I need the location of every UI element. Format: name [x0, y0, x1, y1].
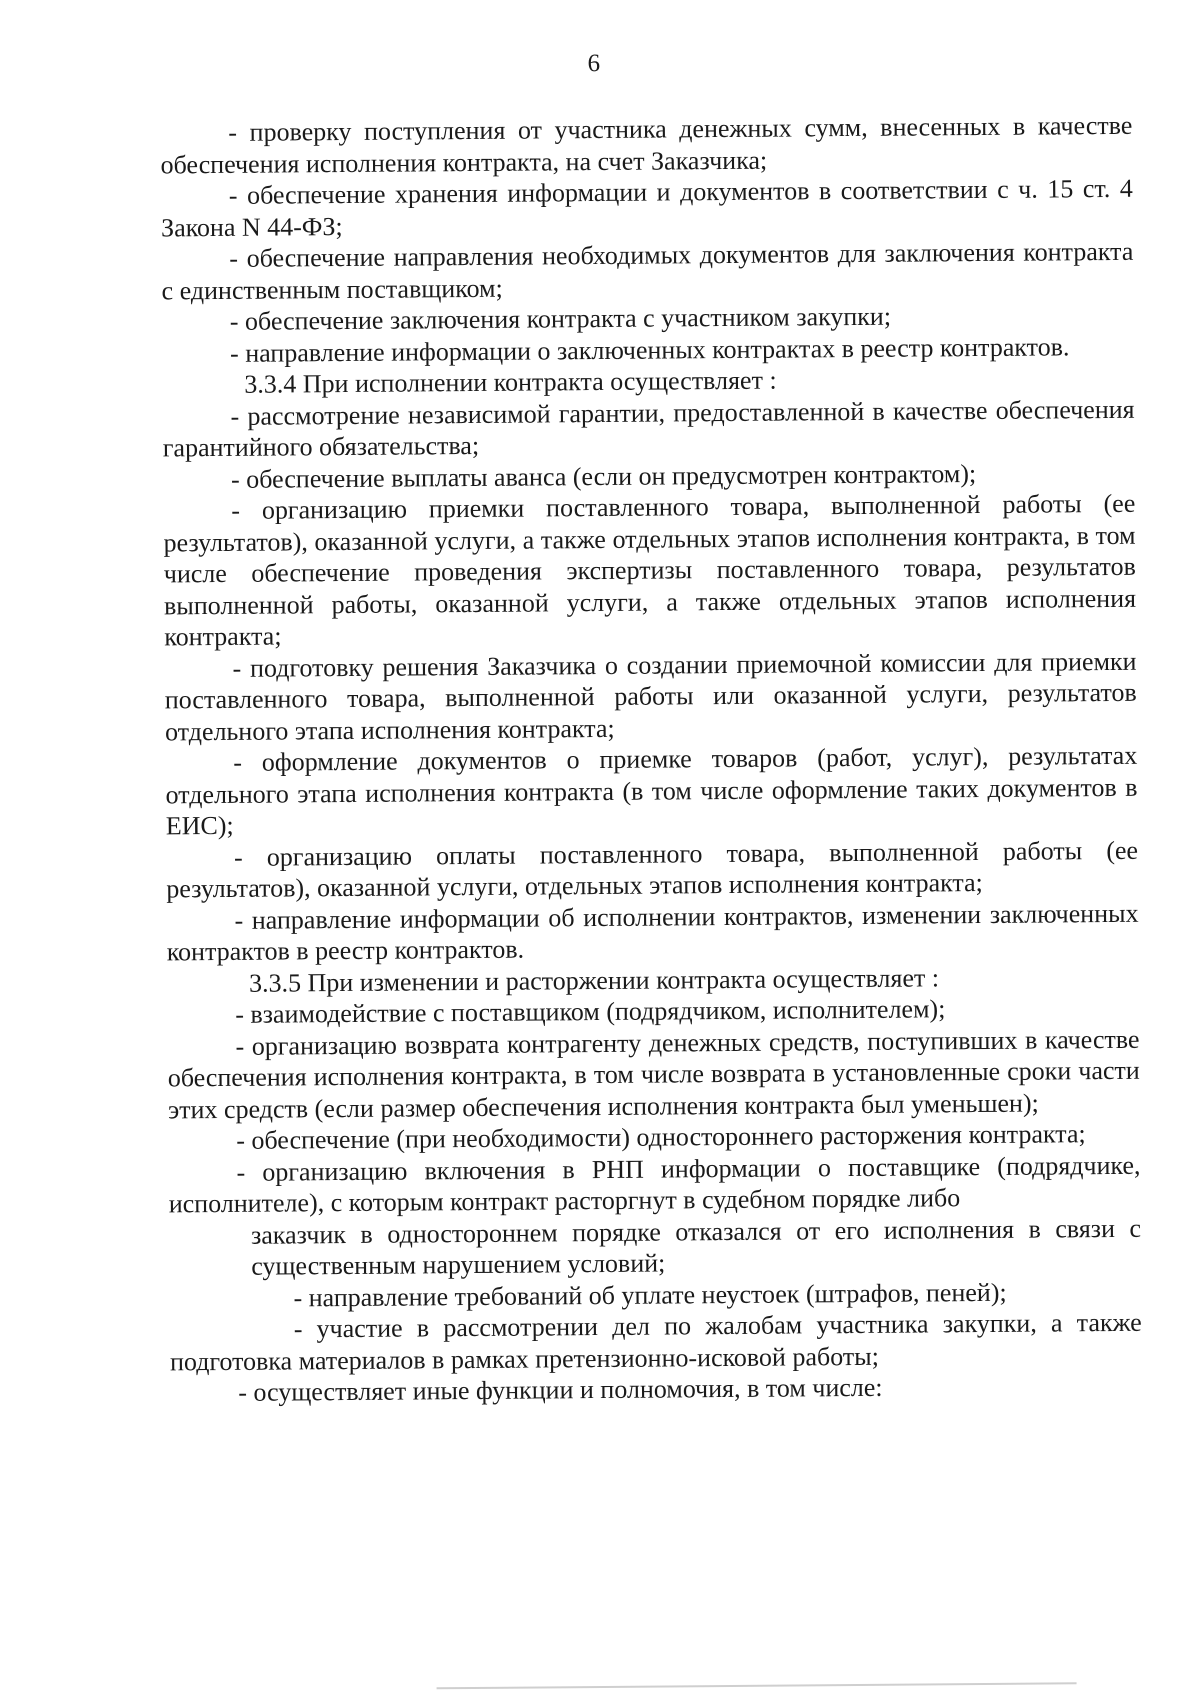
list-item: - направление информации об исполнении контрактов, изменении заключенных контрактов в реестр контрактов.	[166, 898, 1139, 967]
list-item: - взаимодействие с поставщиком (подрядчиком, исполнителем);	[235, 994, 946, 1029]
section-heading: 3.3.4 При исполнении контракта осуществляет :	[244, 365, 777, 399]
list-item: - обеспечение (при необходимости) одностороннего расторжения контракта;	[236, 1119, 1086, 1155]
list-item: - обеспечение выплаты аванса (если он предусмотрен контрактом);	[230, 458, 977, 494]
list-item: - рассмотрение независимой гарантии, предоставленной в качестве обеспечения гарантийного обязательства;	[162, 394, 1135, 463]
list-item: - обеспечение направления необходимых документов для заключения контракта с единственным поставщиком;	[161, 236, 1134, 305]
list-item: - организацию включения в РНП информации о поставщике (подрядчике, исполнителе), с которым контракт расторгнут в судебном порядке либо	[168, 1150, 1141, 1219]
list-item: - направление информации о заключенных контрактах в реестр контрактов.	[229, 331, 1070, 368]
list-item: - организацию оплаты поставленного товара, выполненной работы (ее результатов), оказанной услуги, отдельных этапов исполнения контракта;	[166, 835, 1139, 904]
list-item: - участие в рассмотрении дел по жалобам участника закупки, а также подготовка материалов в рамках претензионно-исковой работы;	[169, 1307, 1142, 1376]
list-item: - осуществляет иные функции и полномочия, в том числе:	[238, 1372, 883, 1407]
list-item: - организацию приемки поставленного товара, выполненной работы (ее результатов), оказанной услуги, а также отдельных этапов исполнения контракта, в том числе обеспечение проведения экспертизы поставленного товара, результатов выполненной работы, оказанной услуги, а также отдельных этапов исполнения контракта;	[163, 488, 1137, 652]
list-item: - обеспечение заключения контракта с участником закупки;	[229, 301, 892, 336]
list-item: - направление требований об уплате неустоек (штрафов, пеней);	[293, 1277, 1007, 1312]
list-item: - оформление документов о приемке товаров (работ, услуг), результатах отдельного этапа исполнения контракта (в том числе оформление таких документов в ЕИС);	[165, 740, 1138, 841]
scan-edge-line	[437, 1682, 1077, 1689]
list-item: - подготовку решения Заказчика о создании приемочной комиссии для приемки поставленного товара, выполненной работы или оказанной услуги, результатов отдельного этапа исполнения контракта;	[164, 646, 1137, 746]
list-item: - обеспечение хранения информации и документов в соответствии с ч. 15 ст. 4 Закона N 44-ФЗ;	[160, 173, 1133, 242]
list-item: заказчик в одностороннем порядке отказался от его исполнения в связи с существенным нарушением условий;	[250, 1213, 1142, 1281]
page-number: 6	[587, 49, 601, 78]
list-item: - проверку поступления от участника денежных сумм, внесенных в качестве обеспечения исполнения контракта, на счет Заказчика;	[160, 110, 1133, 179]
section-heading: 3.3.5 При изменении и расторжении контракта осуществляет :	[248, 962, 940, 998]
document-body	[160, 110, 1142, 1409]
list-item: - организацию возврата контрагенту денежных средств, поступивших в качестве обеспечения исполнения контракта, в том числе возврата в установленные сроки части этих средств (если размер обеспечения исполнения контракта был уменьшен);	[167, 1024, 1140, 1124]
